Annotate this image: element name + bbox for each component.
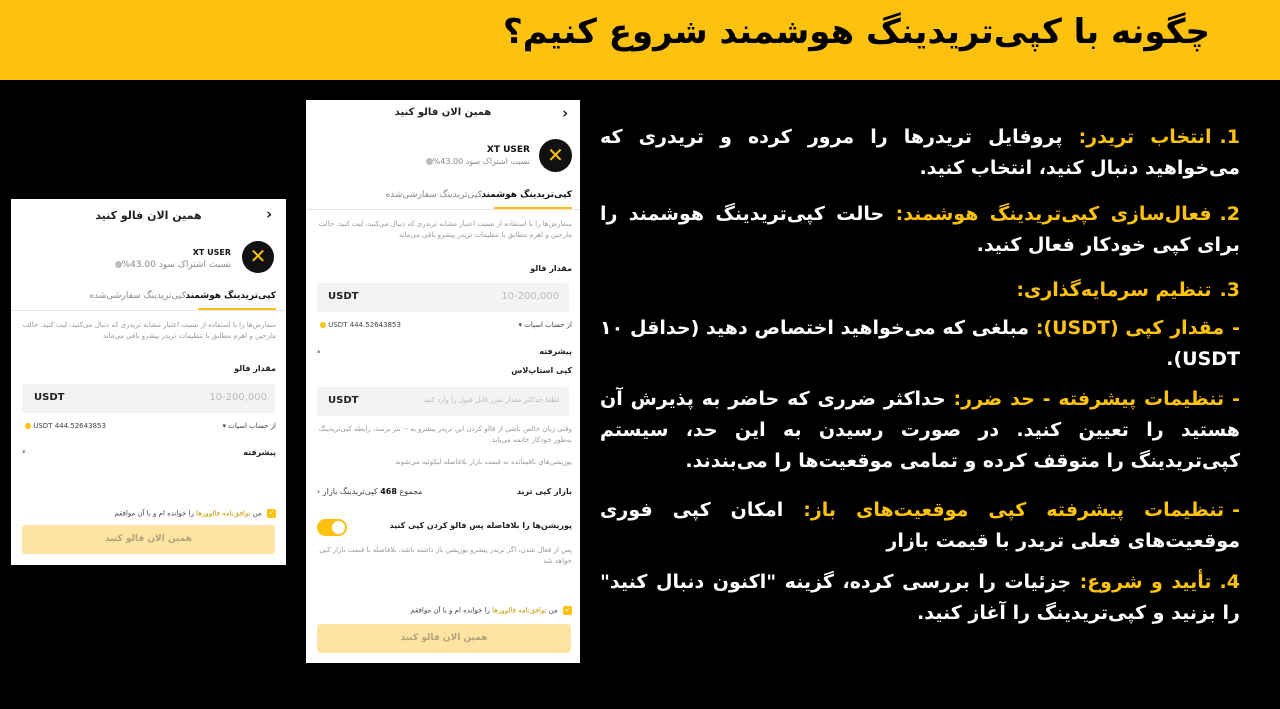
immediate-copy-label: پوزیشن‌ها را بلافاصله پس فالو کردن کپی کنید [389, 521, 572, 530]
market-copy-total[interactable]: مجموع 468 کپی‌تریدینگ بازار ‹ [317, 487, 423, 496]
follow-now-button[interactable]: همین الان فالو کنید [317, 624, 571, 653]
copy-mode-tabs [306, 182, 580, 210]
currency-label: USDT [328, 291, 359, 302]
active-tab-indicator [494, 207, 572, 209]
title-banner [0, 0, 1280, 80]
immediate-copy-note: پس از فعال شدن، اگر تریدر پیشرو پوزیشن باز داشته باشد، بلافاصله با قیمت بازار کپی خواهد شد [319, 546, 572, 565]
agreement-checkbox-row[interactable]: ✓ من توافق‌نامه فالوورها را خوانده ام و با آن موافقم [114, 509, 275, 518]
smart-copy-description: سفارش‌ها را با استفاده از نسبت اعتبار مشابه تریدری که دنبال می‌کنید، لیت کنید. حالت مارجین و اهرم مطابق با تنظیمات تریدر پیشرو باقی می‌ماند [318, 220, 572, 239]
info-icon [115, 261, 122, 268]
smart-copy-description: سفارش‌ها را با استفاده از نسبت اعتبار مشابه تریدری که دنبال می‌کنید، لیت کنید. حالت مارجین و اهرم مطابق با تنظیمات تریدر پیشرو باقی می‌ماند [22, 321, 276, 340]
copy-mode-tabs [11, 283, 286, 311]
chevron-down-icon[interactable]: ▾ [22, 448, 26, 456]
coin-icon [25, 423, 31, 429]
checkbox-checked-icon[interactable]: ✓ [268, 509, 275, 517]
step-confirm-start: 4.تأیید و شروع: جزئیات را بررسی کرده، گزینه "اکنون دنبال کنید" را بزنید و کپی‌تریدینگ را آغاز کنید. [600, 571, 1240, 624]
from-account-select[interactable]: از حساب اسپات ▾ [222, 422, 276, 430]
active-tab-indicator [198, 308, 276, 310]
tab-custom-copy[interactable]: کپی‌تریدینگ سفارشی‌شده [385, 190, 482, 200]
advanced-toggle[interactable]: پیشرفته [243, 448, 276, 457]
page-title: چگونه با کپی‌تریدینگ هوشمند شروع کنیم؟ [502, 12, 1210, 52]
tab-smart-copy[interactable]: کپی‌تریدینگ هوشمند [185, 291, 276, 301]
amount-label: مقدار فالو [530, 264, 572, 273]
toggle-knob [332, 521, 345, 534]
immediate-copy-toggle[interactable] [317, 519, 347, 536]
checkbox-checked-icon[interactable]: ✓ [564, 606, 571, 614]
coin-icon [320, 322, 326, 328]
step-stop-loss: -تنظیمات پیشرفته - حد ضرر: حداکثر ضرری که حاضر به پذیرش آن هستید را تعیین کنید. در صورت رسیدن به این حد، سیستم کپی‌تریدینگ را متوقف کرده و تمامی موقعیت‌ها را می‌بندند. [600, 388, 1240, 472]
agreement-checkbox-row[interactable]: ✓ من توافق‌نامه فالوورها را خوانده ام و با آن موافقم [410, 606, 571, 615]
amount-input[interactable] [22, 384, 275, 413]
amount-label: مقدار فالو [234, 364, 276, 373]
stop-loss-placeholder: لطفا حداکثر مقدار ضرر قابل قبول را وارد کنید [423, 396, 559, 404]
screen-header-title: همین الان فالو کنید [95, 209, 202, 222]
amount-placeholder: 10-200,000 [209, 392, 267, 403]
step-activate-smart-copy: 2.فعال‌سازی کپی‌تریدینگ هوشمند: حالت کپی‌تریدینگ هوشمند را برای کپی خودکار فعال کنید. [600, 203, 1240, 256]
step-copy-amount: -مقدار کپی (USDT): مبلغی که می‌خواهید اختصاص دهید (حداقل ۱۰ USDT). [600, 317, 1241, 370]
phone-screen-basic [11, 199, 286, 565]
agreement-link[interactable]: توافق‌نامه فالوورها [196, 509, 251, 518]
follow-now-button[interactable]: همین الان فالو کنید [22, 525, 275, 554]
stop-loss-input[interactable] [317, 387, 569, 416]
tab-custom-copy[interactable]: کپی‌تریدینگ سفارشی‌شده [89, 291, 186, 301]
liquidation-note: پوزیشن‌های باقیمانده به قیمت بازار بلافاصله لیکوئید می‌شوند [395, 458, 572, 466]
amount-placeholder: 10-200,000 [501, 291, 559, 302]
profit-share-ratio: نسبت اشتراک سود 43.00% [423, 157, 530, 166]
currency-label: USDT [34, 392, 65, 403]
stop-loss-note: وقتی زیان خالص ناشی از فالو کردن این تریدر پیشرو به -- تتر برسد، رابطه کپی‌تریدینگ به‌طور خودکار خاتمه می‌یابد. [318, 425, 572, 444]
trader-name: XT USER [486, 145, 530, 155]
trader-name: XT USER [192, 248, 231, 257]
step-investment-settings: 3.تنظیم سرمایه‌گذاری: [1016, 279, 1240, 301]
available-balance: USDT 444.52643853 [22, 422, 106, 430]
back-chevron-icon[interactable]: ‹ [562, 104, 569, 122]
available-balance: USDT 444.52643853 [317, 321, 401, 329]
currency-label: USDT [328, 395, 359, 406]
agreement-link[interactable]: توافق‌نامه فالوورها [492, 606, 547, 615]
xt-logo-icon: ✕ [539, 139, 572, 172]
advanced-toggle[interactable]: پیشرفته [539, 347, 572, 356]
step-copy-open-positions: -تنظیمات پیشرفته کپی موقعیت‌های باز: امکان کپی فوری موقعیت‌های فعلی تریدر با قیمت بازار [600, 499, 1240, 552]
profit-share-ratio: نسبت اشتراک سود 43.00% [112, 260, 232, 270]
screen-header-title: همین الان فالو کنید [394, 107, 492, 118]
info-icon [426, 158, 433, 165]
xt-logo-icon: ✕ [242, 241, 274, 273]
amount-input[interactable] [317, 283, 569, 312]
back-chevron-icon[interactable]: ‹ [266, 205, 273, 223]
phone-screen-advanced [306, 100, 580, 663]
tab-smart-copy[interactable]: کپی‌تریدینگ هوشمند [481, 190, 572, 200]
chevron-up-icon[interactable]: ▴ [317, 347, 321, 355]
step-select-trader: 1.انتخاب تریدر: پروفایل تریدرها را مرور کرده و تریدری که می‌خواهید دنبال کنید، انتخاب کنید. [600, 126, 1240, 179]
stop-loss-label: کپی استاپ‌لاس [511, 366, 572, 375]
market-copy-label: بازار کپی ترید [516, 487, 572, 496]
from-account-select[interactable]: از حساب اسپات ▾ [518, 321, 572, 329]
